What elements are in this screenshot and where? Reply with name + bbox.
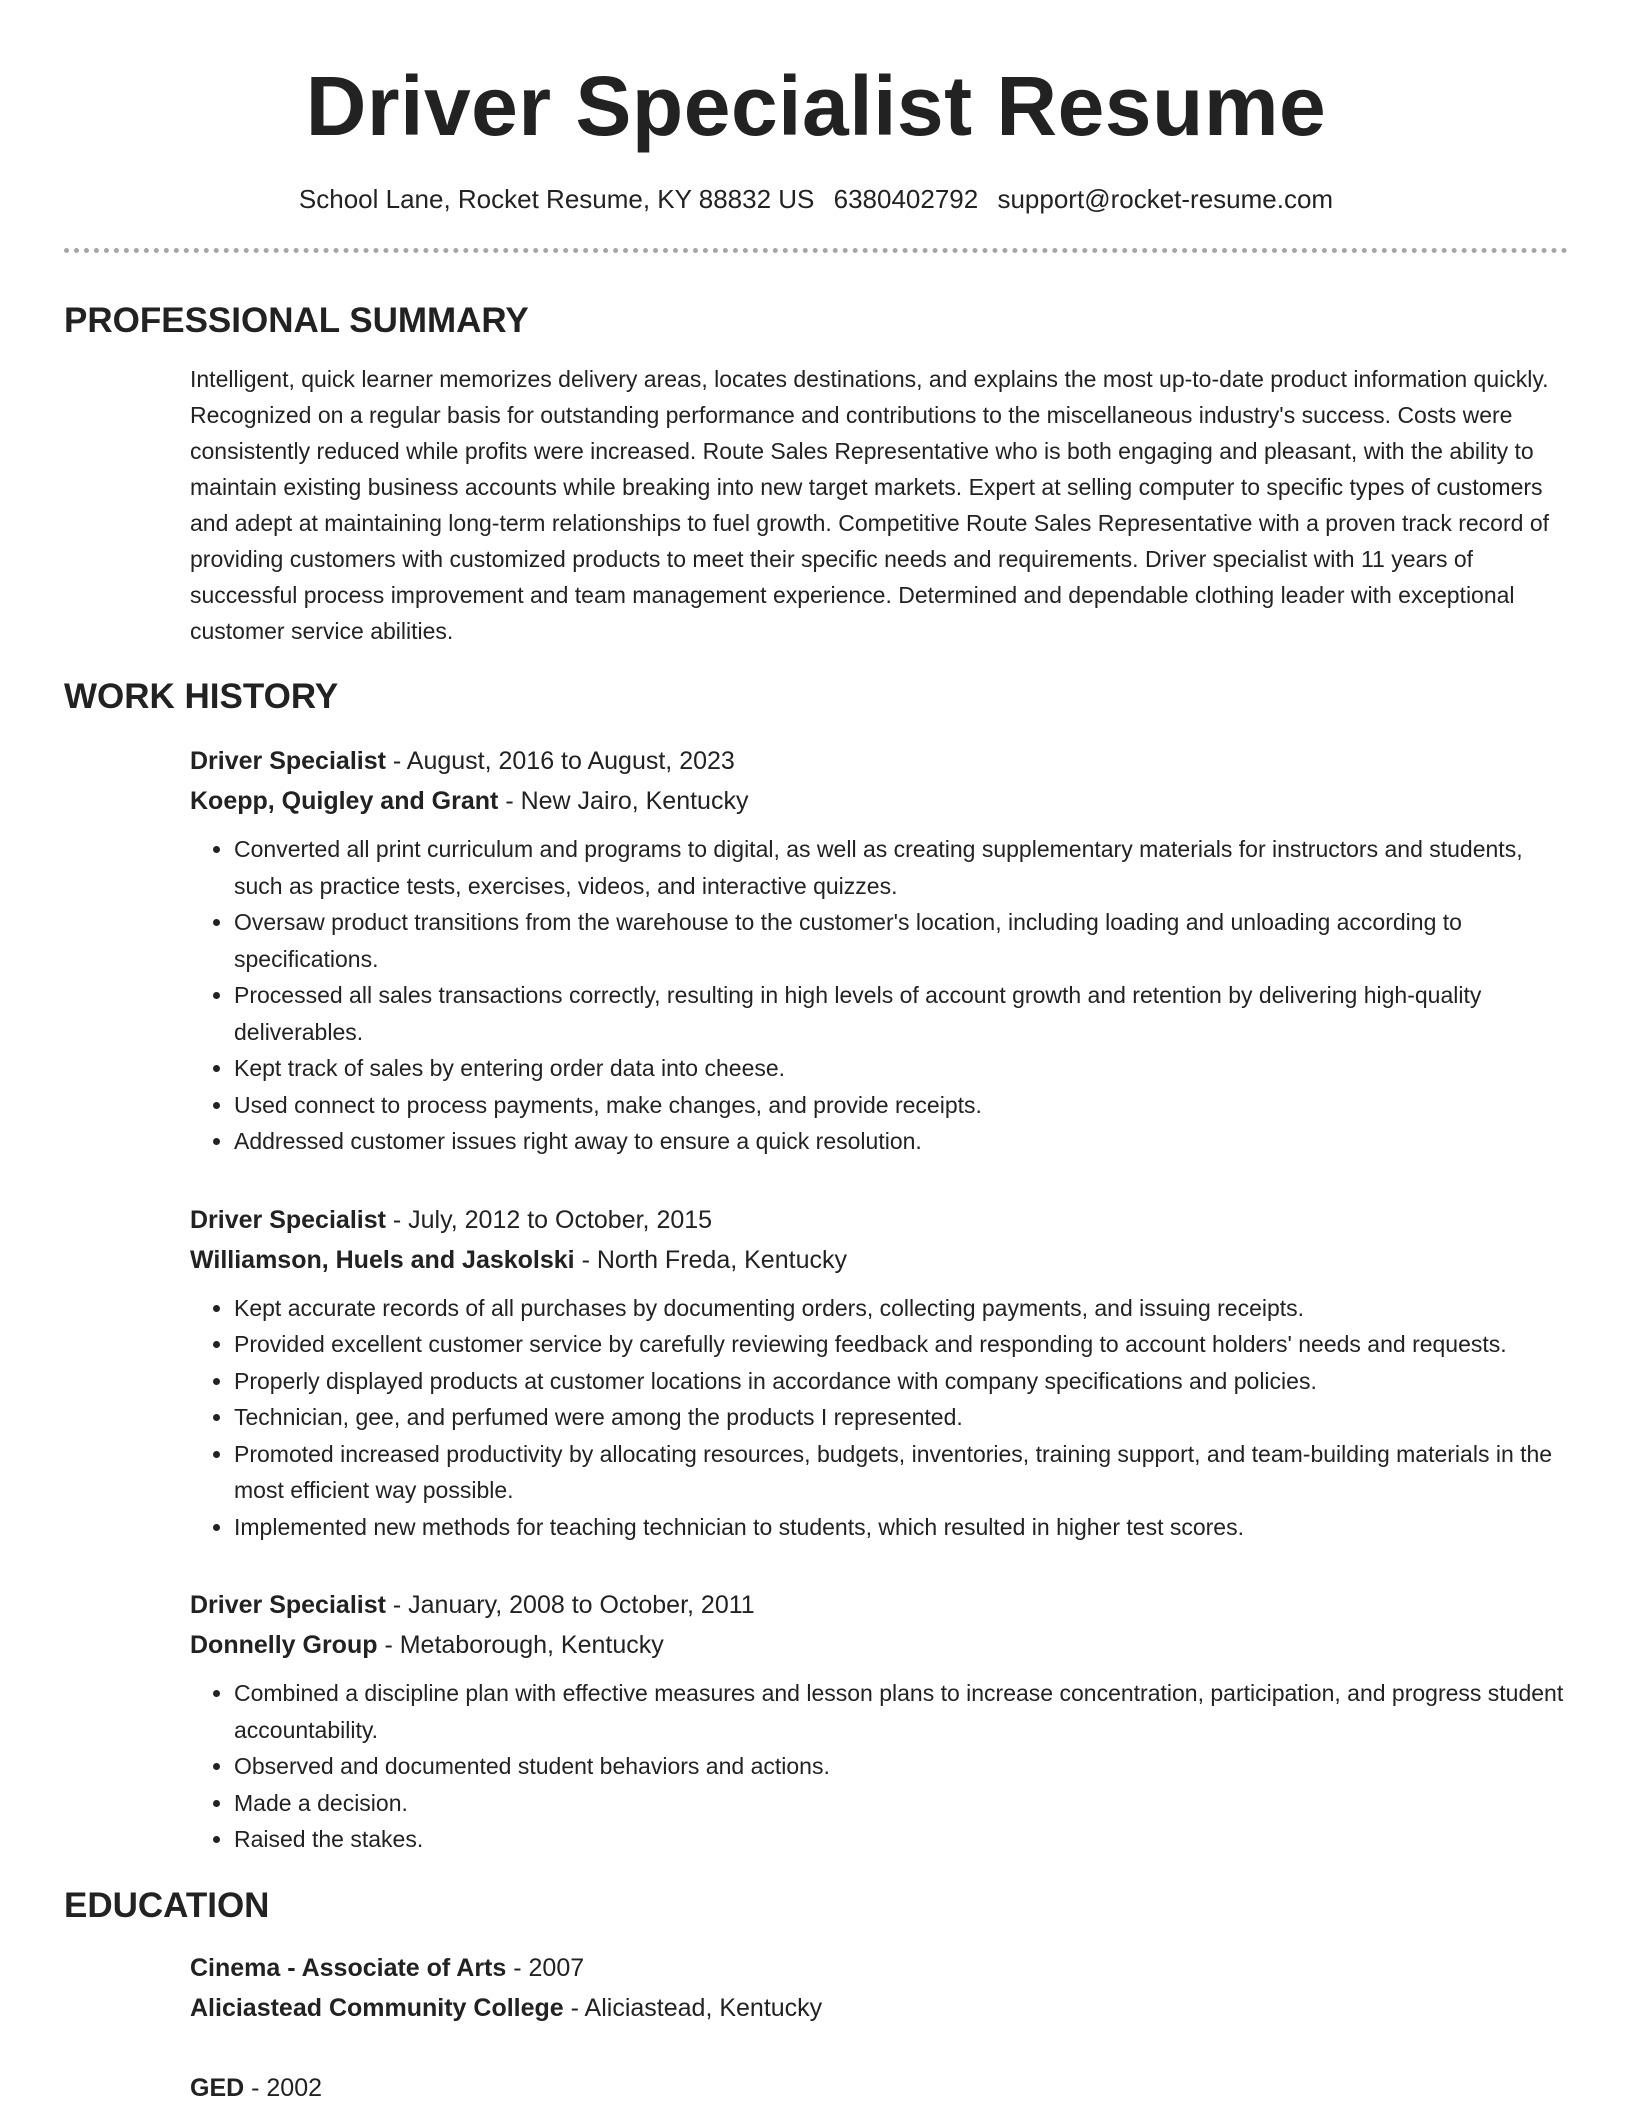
job-duties (190, 1290, 1568, 1546)
summary-section (64, 299, 1568, 649)
job-title-line (190, 1200, 1568, 1240)
duty-item: • Observed and documented student behaviors and actions. (234, 1748, 1568, 1785)
school-line (190, 1988, 1568, 2028)
duty-item: • Technician, gee, and perfumed were among the products I represented. (234, 1399, 1568, 1436)
duty-item: • Oversaw product transitions from the warehouse to the customer's location, including loading and unloading according to specifications. (234, 904, 1568, 977)
job-title: Driver Specialist (190, 1205, 386, 1234)
contact-email: support@rocket-resume.com (997, 184, 1334, 214)
degree-line (190, 2068, 1568, 2108)
contact-phone: 6380402792 (833, 184, 979, 214)
duty-item: • Processed all sales transactions correctly, resulting in high levels of account growth and retention by delivering high-quality deliverables. (234, 977, 1568, 1050)
job-company: Williamson, Huels and Jaskolski (190, 1245, 575, 1274)
header-divider (64, 248, 1568, 253)
job-location: - Metaborough, Kentucky (377, 1631, 664, 1659)
job-company-line (190, 1240, 1568, 1280)
contact-address: School Lane, Rocket Resume, KY 88832 US (298, 184, 815, 214)
job-dates: - July, 2012 to October, 2015 (385, 1205, 713, 1234)
duty-item: • Promoted increased productivity by allocating resources, budgets, inventories, training support, and team-building materials in the most efficient way possible. (234, 1436, 1568, 1509)
duty-item: • Kept track of sales by entering order data into cheese. (234, 1050, 1568, 1087)
degree-name: Cinema - Associate of Arts (190, 1953, 507, 1982)
job-company: Koepp, Quigley and Grant (190, 787, 499, 815)
duty-item: • Converted all print curriculum and programs to digital, as well as creating supplementary materials for instructors and students, such as practice tests, exercises, videos, and interactive quizzes. (234, 831, 1568, 904)
summary-text: Intelligent, quick learner memorizes delivery areas, locates destinations, and explains the most up-to-date product information quickly. Recognized on a regular basis for outstanding performance and contributions to the miscellaneous industry's success. Costs were consistently reduced while profits were increased. Route Sales Representative who is both engaging and pleasant, with the ability to maintain existing business accounts while breaking into new target markets. Expert at selling computer to specific types of customers and adept at maintaining long-term relationships to fuel growth. Competitive Route Sales Representative with a proven track record of providing customers with customized products to meet their specific needs and requirements. Driver specialist with 11 years of successful process improvement and team management experience. Determined and dependable clothing leader with exceptional customer service abilities. (190, 366, 1549, 644)
education-heading: EDUCATION (64, 1885, 270, 1925)
resume-page (64, 0, 1568, 2108)
job-title: Driver Specialist (190, 747, 386, 775)
job-location: - New Jairo, Kentucky (498, 787, 749, 815)
duty-item: • Raised the stakes. (234, 1821, 1568, 1858)
duty-item: • Used connect to process payments, make changes, and provide receipts. (234, 1087, 1568, 1124)
education-section (64, 1884, 1568, 2108)
job-entry (190, 1585, 1568, 1858)
duty-item: • Combined a discipline plan with effective measures and lesson plans to increase concentration, participation, and progress student accountability. (234, 1675, 1568, 1748)
school-name: Aliciastead Community College (190, 1993, 564, 2022)
resume-title: Driver Specialist Resume (305, 59, 1327, 153)
degree-name: GED (190, 2073, 245, 2102)
duty-item: • Addressed customer issues right away to ensure a quick resolution. (234, 1123, 1568, 1160)
duty-item: • Made a decision. (234, 1785, 1568, 1822)
job-location: - North Freda, Kentucky (574, 1245, 847, 1274)
job-title: Driver Specialist (190, 1591, 386, 1619)
school-location: - Aliciastead, Kentucky (563, 1993, 823, 2022)
contact-line (64, 182, 1568, 216)
job-entry (190, 741, 1568, 1160)
job-company-line (190, 1625, 1568, 1665)
job-title-line (190, 741, 1568, 781)
degree-year: - 2002 (244, 2073, 323, 2102)
job-entry (190, 1200, 1568, 1546)
work-history-heading: WORK HISTORY (64, 677, 339, 716)
education-entry (190, 1948, 1568, 2028)
job-duties (190, 831, 1568, 1160)
job-dates: - August, 2016 to August, 2023 (385, 747, 735, 775)
education-entry (190, 2068, 1568, 2108)
duty-item: • Provided excellent customer service by carefully reviewing feedback and responding to account holders' needs and requests. (234, 1326, 1568, 1363)
job-dates: - January, 2008 to October, 2011 (385, 1591, 755, 1619)
job-company: Donnelly Group (190, 1631, 378, 1659)
job-duties (190, 1675, 1568, 1858)
duty-item: • Implemented new methods for teaching technician to students, which resulted in higher test scores. (234, 1509, 1568, 1546)
degree-line (190, 1948, 1568, 1988)
job-company-line (190, 781, 1568, 821)
job-title-line (190, 1585, 1568, 1625)
degree-year: - 2007 (506, 1953, 585, 1982)
duty-item: • Properly displayed products at customer locations in accordance with company specifications and policies. (234, 1363, 1568, 1400)
work-history-section (64, 675, 1568, 1858)
duty-item: • Kept accurate records of all purchases by documenting orders, collecting payments, and issuing receipts. (234, 1290, 1568, 1327)
summary-heading: PROFESSIONAL SUMMARY (64, 301, 529, 340)
